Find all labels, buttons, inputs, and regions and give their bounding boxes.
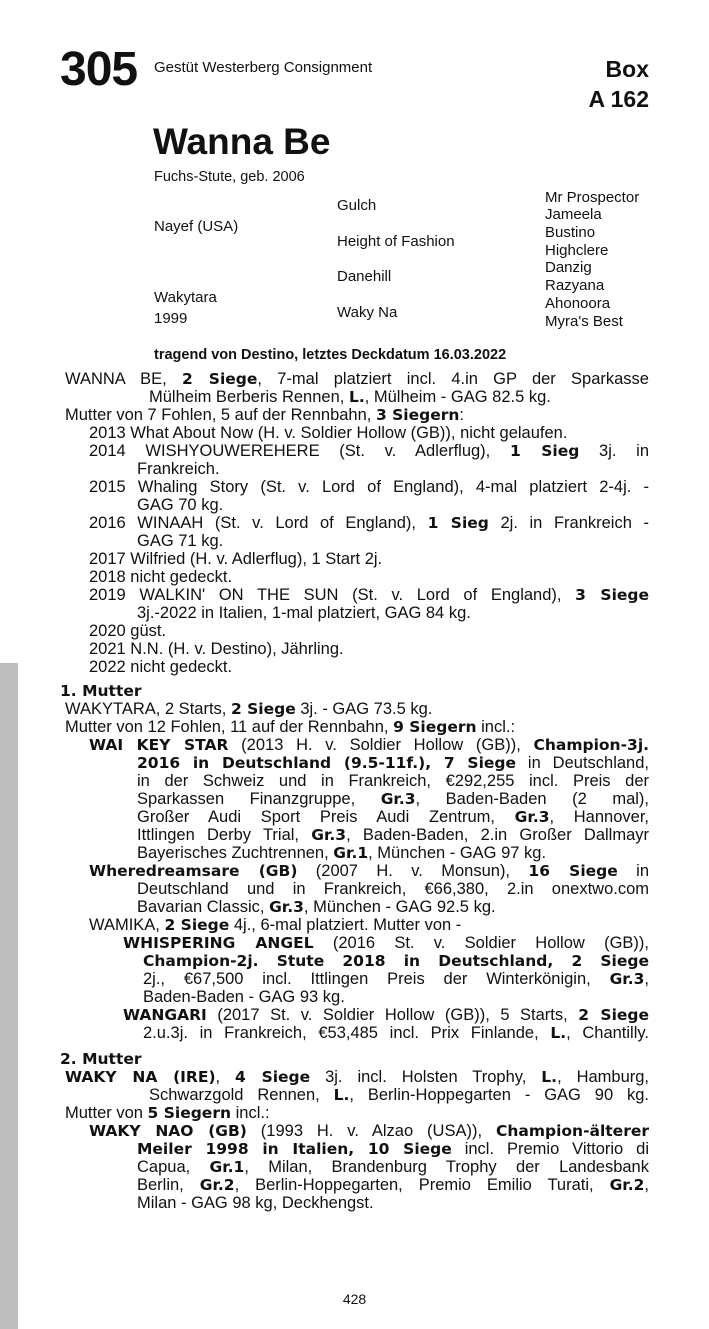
produce-2013: 2013 What About Now (H. v. Soldier Hollow (GB)), nicht gelaufen.: [89, 424, 568, 442]
covered-status: tragend von Destino, letztes Deckdatum 16.03.2022: [154, 347, 507, 363]
whispering-angel-entry: WHISPERING ANGEL (2016 St. v. Soldier Hollow (GB)), Champion-2j. Stute 2018 in Deutschland, 2 Siege 2j., €67,500 incl. Ittlingen Preis der Winterkönigin, Gr.3, Baden-Baden - GAG 93 kg.: [123, 934, 649, 1006]
produce-2018: 2018 nicht gedeckt.: [89, 568, 233, 586]
pedigree-g3-4: Highclere: [545, 242, 609, 259]
pedigree-g2-4: Waky Na: [337, 304, 398, 321]
pedigree-g3-8: Myra's Best: [545, 313, 623, 330]
horse-description: Fuchs-Stute, geb. 2006: [154, 169, 305, 185]
pedigree-dam: Wakytara: [154, 289, 217, 306]
first-dam-produce-summary: Mutter von 12 Fohlen, 11 auf der Rennbahn, 9 Siegern incl.:: [65, 718, 516, 736]
wheredreamsare-entry: Wheredreamsare (GB) (2007 H. v. Monsun), 16 Siege in Deutschland und in Frankreich, €66,380, 2.in onextwo.com Bavarian Classic, Gr.3, München - GAG 92.5 kg.: [89, 862, 649, 916]
produce-2015: 2015 Whaling Story (St. v. Lord of England), 4-mal platziert 2-4j. -: [89, 478, 649, 496]
pedigree-g3-1: Mr Prospector: [545, 189, 640, 206]
consignor: Gestüt Westerberg Consignment: [154, 59, 373, 76]
pedigree-g3-6: Razyana: [545, 277, 605, 294]
page-edge-tab: [0, 663, 18, 1329]
produce-2022: 2022 nicht gedeckt.: [89, 658, 233, 676]
second-dam-heading: 2. Mutter: [60, 1050, 142, 1068]
produce-summary: Mutter von 7 Fohlen, 5 auf der Rennbahn, 3 Siegern:: [65, 406, 465, 424]
pedigree-g2-3: Danehill: [337, 268, 392, 285]
catalogue-text: [60, 370, 649, 1212]
box-number: A 162: [588, 86, 649, 112]
pedigree-dam-year: 1999: [154, 310, 188, 327]
wamika-entry: WAMIKA, 2 Siege 4j., 6-mal platziert. Mutter von -: [89, 916, 462, 934]
box-info: [588, 54, 649, 114]
produce-2020: 2020 güst.: [89, 622, 167, 640]
produce-2014: 2014 WISHYOUWEREHERE (St. v. Adlerflug), 1 Sieg 3j. in: [89, 442, 650, 460]
produce-2019: 2019 WALKIN' ON THE SUN (St. v. Lord of England), 3 Siege: [89, 586, 649, 604]
first-dam-heading: 1. Mutter: [60, 682, 142, 700]
box-label: Box: [605, 56, 649, 82]
page-number: 428: [342, 1291, 367, 1307]
pedigree-g3-5: Danzig: [545, 259, 592, 276]
produce-list: 2013 What About Now (H. v. Soldier Hollow (GB)), nicht gelaufen. 2014 WISHYOUWEREHERE (St. v. Adlerflug), 1 Sieg 3j. in Frankreich. 2015 Whaling Story (St. v. Lord of England), 4-mal platziert 2-4j. - GAG 70 kg. 2016 WINAAH (St. v. Lord of England), 1 Sieg 2j. in Frankreich - GAG 71 kg. 2017 Wilfried (H. v. Adlerflug), 1 Start 2j. 2018 nicht gedeckt. 2019 WALKIN' ON THE SUN (St. v. Lord of England), 3 Siege 3j.-2022 in Italien, 1-mal platziert, GAG 84 kg. 2020 güst. 2021 N.N. (H. v. Destino), Jährling. 2022 nicht gedeckt.: [89, 424, 650, 676]
pedigree-g2-1: Gulch: [337, 197, 377, 214]
pedigree-g3-7: Ahonoora: [545, 295, 611, 312]
second-dam-record: WAKY NA (IRE), 4 Siege 3j. incl. Holsten Trophy, L., Hamburg, Schwarzgold Rennen, L., Berlin-Hoppegarten - GAG 90 kg.: [65, 1068, 650, 1104]
wangari-entry: WANGARI (2017 St. v. Soldier Hollow (GB)), 5 Starts, 2 Siege 2.u.3j. in Frankreich, €53,485 incl. Prix Finlande, L., Chantilly.: [123, 1006, 649, 1042]
waky-nao-entry: WAKY NAO (GB) (1993 H. v. Alzao (USA)), Champion-älterer Meiler 1998 in Italien, 10 Siege incl. Premio Vittorio di Capua, Gr.1, Milan, Brandenburg Trophy der Landesbank Berlin, Gr.2, Berlin-Hoppegarten, Premio Emilio Turati, Gr.2, Milan - GAG 98 kg, Deckhengst.: [89, 1122, 649, 1212]
pedigree-sire: Nayef (USA): [154, 218, 239, 235]
wai-key-star-entry: WAI KEY STAR (2013 H. v. Soldier Hollow (GB)), Champion-3j. 2016 in Deutschland (9.5-11f.), 7 Siege in Deutschland, in der Schweiz und in Frankreich, €292,255 incl. Preis der Sparkassen Finanzgruppe, Gr.3, Baden-Baden (2 mal), Großer Audi Sport Preis Audi Zentrum, Gr.3, Hannover, Ittlingen Derby Trial, Gr.3, Baden-Baden, 2.in Großer Dallmayr Bayerisches Zuchtrennen, Gr.1, München - GAG 97 kg.: [89, 736, 650, 862]
lot-number: 305: [60, 43, 138, 96]
pedigree-g3-3: Bustino: [545, 224, 596, 241]
first-dam-record: WAKYTARA, 2 Starts, 2 Siege 3j. - GAG 73.5 kg.: [65, 700, 433, 718]
produce-2017: 2017 Wilfried (H. v. Adlerflug), 1 Start 2j.: [89, 550, 383, 568]
produce-2021: 2021 N.N. (H. v. Destino), Jährling.: [89, 640, 344, 658]
horse-name: Wanna Be: [153, 121, 331, 162]
pedigree-g2-2: Height of Fashion: [337, 233, 455, 250]
produce-2016: 2016 WINAAH (St. v. Lord of England), 1 Sieg 2j. in Frankreich -: [89, 514, 649, 532]
second-dam-produce-summary: Mutter von 5 Siegern incl.:: [65, 1104, 270, 1122]
wanna-be-record: WANNA BE, 2 Siege, 7-mal platziert incl. 4.in GP der Sparkasse Mülheim Berberis Rennen, L., Mülheim - GAG 82.5 kg.: [65, 370, 649, 406]
pedigree-g3-2: Jameela: [545, 206, 602, 223]
